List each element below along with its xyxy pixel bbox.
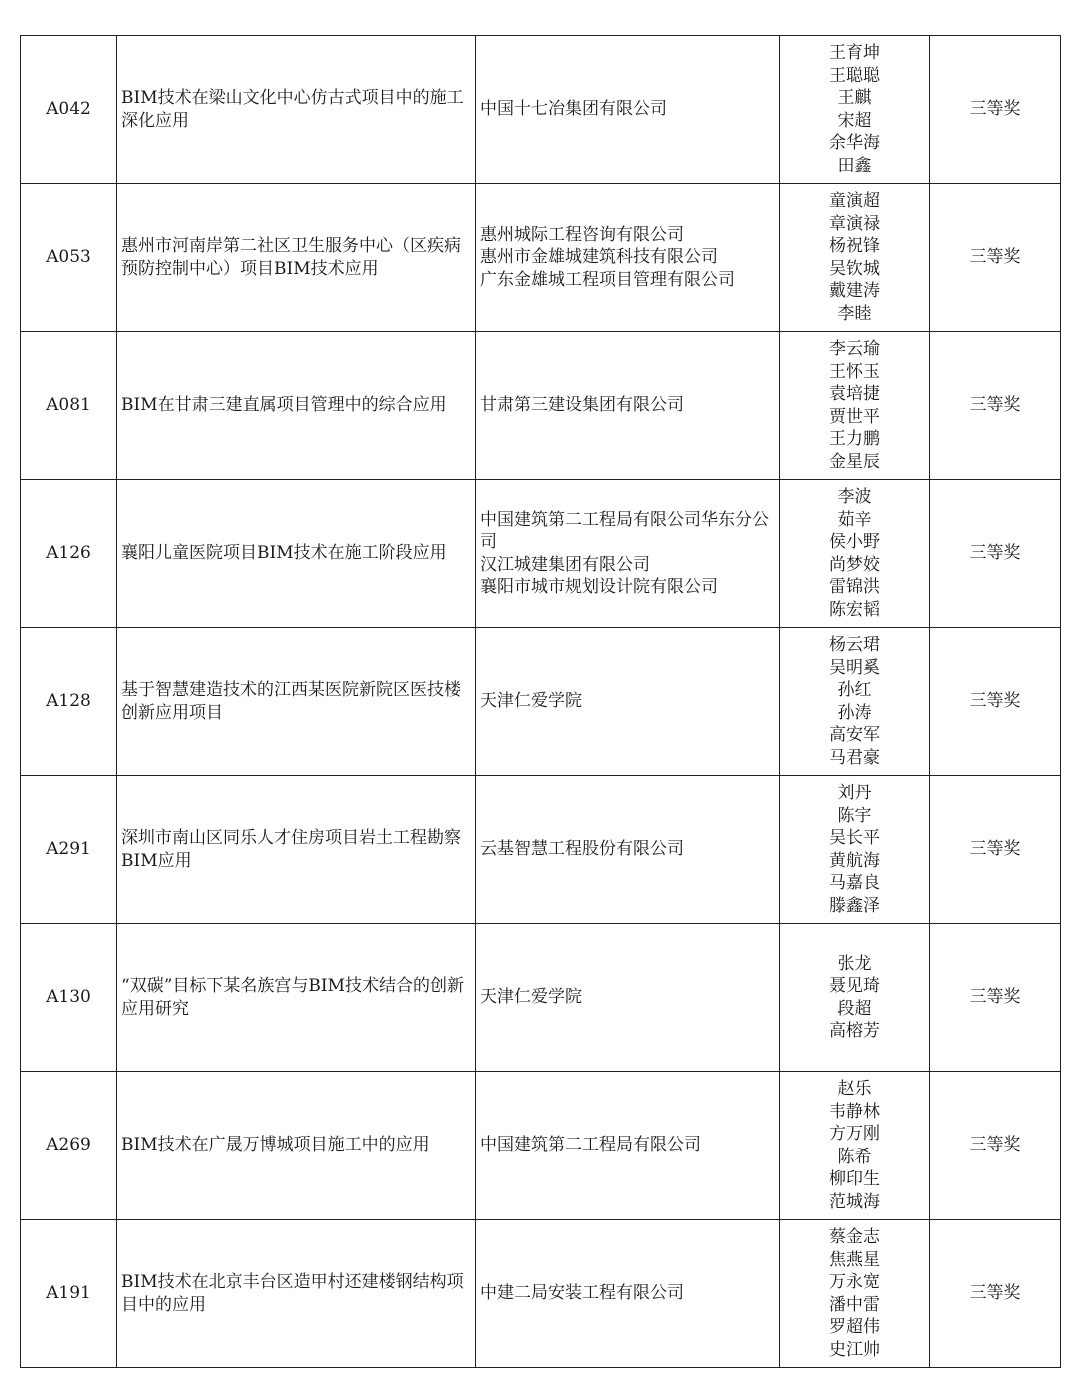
participant-name: 王育坤 (829, 43, 880, 63)
organization-name: 惠州市金雄城建筑科技有限公司 (480, 247, 718, 268)
participants-cell (780, 1220, 930, 1368)
participant-name: 王怀玉 (829, 361, 880, 382)
participants-cell (780, 480, 930, 628)
project-title: BIM技术在梁山文化中心仿古式项目中的施工深化应用 (121, 88, 464, 131)
participant-name: 王麒 (837, 88, 872, 108)
organization-name: 惠州城际工程咨询有限公司 (480, 224, 684, 245)
participant-name: 杨云珺 (829, 635, 880, 655)
participant-name: 蔡金志 (829, 1227, 880, 1247)
project-title: “双碳”目标下某名族宫与BIM技术结合的创新应用研究 (121, 976, 464, 1019)
table-row (21, 776, 1061, 924)
project-title-cell (117, 628, 476, 776)
participants-cell (780, 924, 930, 1072)
table-row (21, 480, 1061, 628)
participant-name: 吴明奚 (829, 657, 880, 678)
organization-cell (476, 1220, 780, 1368)
award-table-body (21, 36, 1061, 1368)
participant-name: 高榕芳 (829, 1021, 880, 1041)
award-level-cell: 三等奖 (930, 184, 1061, 332)
participants-cell (780, 776, 930, 924)
participant-name: 孙红 (837, 680, 872, 700)
table-row (21, 1220, 1061, 1368)
project-title: BIM技术在北京丰台区造甲村还建楼钢结构项目中的应用 (121, 1272, 464, 1315)
organization-name: 襄阳市城市规划设计院有限公司 (480, 577, 718, 597)
participant-name: 李睦 (837, 303, 872, 324)
participants-cell (780, 332, 930, 480)
participant-name: 段超 (837, 998, 872, 1019)
project-id-cell: A128 (21, 628, 117, 776)
participants-cell (780, 628, 930, 776)
participant-name: 陈希 (837, 1146, 872, 1167)
project-id-cell: A053 (21, 184, 117, 332)
project-id-cell: A042 (21, 36, 117, 184)
organization-name: 甘肃第三建设集团有限公司 (480, 395, 684, 416)
organization-name: 中建二局安装工程有限公司 (480, 1283, 684, 1304)
table-row (21, 924, 1061, 1072)
project-id-cell: A191 (21, 1220, 117, 1368)
organization-name: 中国建筑第二工程局有限公司 (480, 1135, 701, 1156)
award-level-cell: 三等奖 (930, 480, 1061, 628)
organization-name: 汉江城建集团有限公司 (480, 554, 650, 575)
project-title-cell (117, 1220, 476, 1368)
project-title-cell (117, 184, 476, 332)
participant-name: 童演超 (829, 191, 880, 211)
participant-name: 史江帅 (829, 1339, 880, 1360)
project-title-cell (117, 776, 476, 924)
participant-name: 柳印生 (829, 1169, 880, 1189)
organization-cell (476, 924, 780, 1072)
organization-name: 天津仁爱学院 (480, 987, 582, 1008)
project-title: BIM技术在广晟万博城项目施工中的应用 (121, 1135, 430, 1156)
participant-name: 孙涛 (837, 702, 872, 723)
participant-name: 杨祝锋 (829, 236, 880, 256)
organization-cell (476, 480, 780, 628)
participant-name: 范城海 (829, 1191, 880, 1212)
participant-name: 李云瑜 (829, 339, 880, 359)
participant-name: 宋超 (837, 110, 872, 131)
organization-cell (476, 184, 780, 332)
participant-name: 罗超伟 (829, 1317, 880, 1337)
participant-name: 金星辰 (829, 451, 880, 472)
participant-name: 张龙 (837, 953, 872, 974)
participant-name: 茹辛 (837, 509, 872, 530)
project-id-cell: A081 (21, 332, 117, 480)
table-row (21, 1072, 1061, 1220)
participant-name: 李波 (837, 487, 872, 507)
project-title: 惠州市河南岸第二社区卫生服务中心（区疾病预防控制中心）项目BIM技术应用 (121, 236, 461, 279)
table-row (21, 36, 1061, 184)
participant-name: 余华海 (829, 133, 880, 153)
participant-name: 马君豪 (829, 747, 880, 768)
table-row (21, 184, 1061, 332)
organization-cell (476, 332, 780, 480)
award-table (20, 35, 1061, 1368)
table-row (21, 628, 1061, 776)
award-level-cell: 三等奖 (930, 36, 1061, 184)
project-title: BIM在甘肃三建直属项目管理中的综合应用 (121, 395, 447, 416)
organization-name: 中国十七冶集团有限公司 (480, 99, 667, 120)
participant-name: 袁培捷 (829, 384, 880, 404)
organization-cell (476, 1072, 780, 1220)
participant-name: 田鑫 (837, 155, 872, 176)
organization-name: 中国建筑第二工程局有限公司华东分公司 (480, 509, 769, 552)
project-title-cell (117, 1072, 476, 1220)
award-level-cell: 三等奖 (930, 332, 1061, 480)
project-id-cell: A269 (21, 1072, 117, 1220)
participant-name: 焦燕星 (829, 1249, 880, 1270)
award-level-cell: 三等奖 (930, 628, 1061, 776)
award-level-cell: 三等奖 (930, 1220, 1061, 1368)
award-level-cell: 三等奖 (930, 924, 1061, 1072)
award-table-container (20, 35, 1060, 1368)
organization-cell (476, 776, 780, 924)
participant-name: 韦静林 (829, 1101, 880, 1122)
participant-name: 陈宇 (837, 805, 872, 826)
organization-name: 广东金雄城工程项目管理有限公司 (480, 269, 735, 290)
award-level-cell: 三等奖 (930, 1072, 1061, 1220)
participants-cell (780, 184, 930, 332)
participant-name: 章演禄 (829, 213, 880, 234)
table-row (21, 332, 1061, 480)
project-title-cell (117, 36, 476, 184)
organization-name: 云基智慧工程股份有限公司 (480, 839, 684, 860)
organization-cell (476, 36, 780, 184)
project-title-cell (117, 332, 476, 480)
participant-name: 万永宽 (829, 1272, 880, 1292)
organization-cell (476, 628, 780, 776)
participant-name: 陈宏韬 (829, 599, 880, 620)
participant-name: 王聪聪 (829, 65, 880, 86)
participant-name: 刘丹 (837, 783, 872, 803)
participant-name: 赵乐 (837, 1079, 872, 1099)
participant-name: 雷锦洪 (829, 577, 880, 597)
participants-cell (780, 36, 930, 184)
project-title-cell (117, 924, 476, 1072)
project-title-cell (117, 480, 476, 628)
participants-cell (780, 1072, 930, 1220)
award-level-cell: 三等奖 (930, 776, 1061, 924)
participant-name: 黄航海 (829, 850, 880, 871)
participant-name: 戴建涛 (829, 281, 880, 301)
project-id-cell: A126 (21, 480, 117, 628)
organization-name: 天津仁爱学院 (480, 691, 582, 712)
participant-name: 王力鹏 (829, 429, 880, 449)
participant-name: 方万刚 (829, 1124, 880, 1144)
participant-name: 高安军 (829, 725, 880, 745)
project-id-cell: A291 (21, 776, 117, 924)
participant-name: 聂见琦 (829, 976, 880, 996)
project-title: 深圳市南山区同乐人才住房项目岩土工程勘察BIM应用 (121, 828, 461, 871)
participant-name: 吴钦城 (829, 258, 880, 279)
project-id-cell: A130 (21, 924, 117, 1072)
project-title: 基于智慧建造技术的江西某医院新院区医技楼创新应用项目 (121, 680, 461, 723)
participant-name: 马嘉良 (829, 873, 880, 893)
participant-name: 侯小野 (829, 532, 880, 552)
participant-name: 潘中雷 (829, 1294, 880, 1315)
project-title: 襄阳儿童医院项目BIM技术在施工阶段应用 (121, 543, 447, 564)
participant-name: 滕鑫泽 (829, 895, 880, 916)
participant-name: 吴长平 (829, 828, 880, 848)
participant-name: 尚梦姣 (829, 554, 880, 575)
participant-name: 贾世平 (829, 406, 880, 427)
